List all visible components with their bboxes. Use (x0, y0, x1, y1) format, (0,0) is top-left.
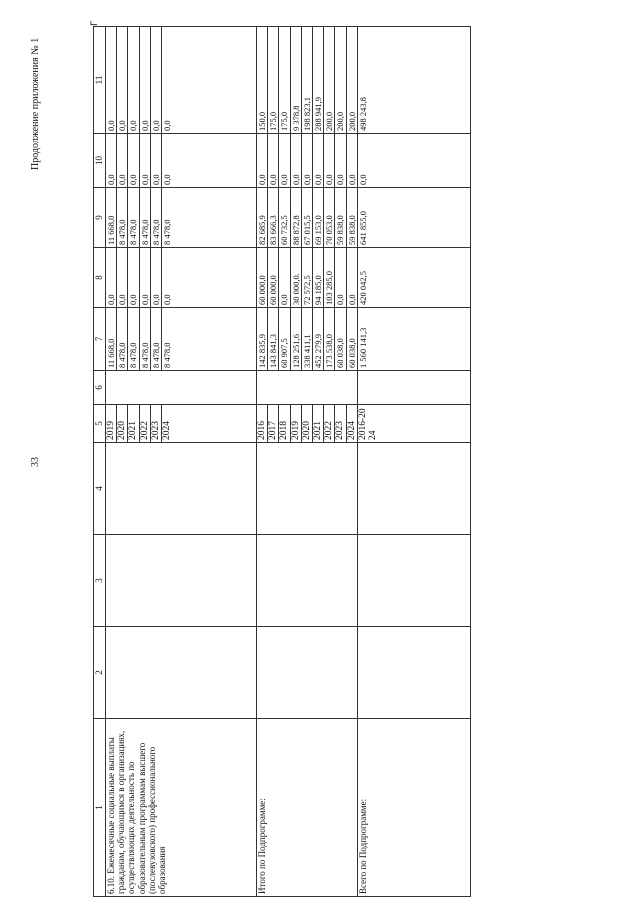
value-cell: 0,0 (346, 134, 357, 188)
value-cell: 0,0 (357, 134, 470, 188)
empty-cell (357, 627, 470, 719)
year-cell: 2016-2024 (357, 405, 470, 443)
empty-cell (357, 371, 470, 405)
value-cell: 175,0 (268, 27, 279, 134)
year-cell: 2021 (128, 405, 139, 443)
value-cell: 83 666,3 (268, 188, 279, 248)
empty-cell (357, 535, 470, 627)
col-number: 7 (94, 308, 106, 371)
year-cell: 2023 (335, 405, 346, 443)
value-cell: 8 478,0 (139, 188, 150, 248)
value-cell: 142 835,9 (257, 308, 268, 371)
value-cell: 60 038,0 (346, 308, 357, 371)
empty-cell (257, 627, 358, 719)
value-cell: 94 185,0 (313, 248, 324, 308)
col-number: 3 (94, 535, 106, 627)
year-cell: 2016 (257, 405, 268, 443)
value-cell: 641 855,0 (357, 188, 470, 248)
table-row (257, 27, 268, 897)
page-number: 33 (30, 457, 41, 467)
empty-cell (106, 535, 257, 627)
appendix-title: Продолжение приложения № 1 (30, 37, 41, 170)
year-cell: 2024 (162, 405, 257, 443)
value-cell: 200,0 (346, 27, 357, 134)
empty-cell (257, 443, 358, 535)
year-cell: 2024 (346, 405, 357, 443)
value-cell: 0,0 (150, 248, 161, 308)
year-cell: 2023 (150, 405, 161, 443)
value-cell: 0,0 (335, 134, 346, 188)
value-cell: 0,0 (139, 134, 150, 188)
value-cell: 0,0 (279, 248, 290, 308)
value-cell: 60 000,0 (257, 248, 268, 308)
value-cell: 0,0 (290, 134, 301, 188)
value-cell: 0,0 (162, 27, 257, 134)
value-cell: 67 015,5 (301, 188, 312, 248)
year-cell: 2019 (290, 405, 301, 443)
value-cell: 0,0 (346, 248, 357, 308)
value-cell: 0,0 (301, 134, 312, 188)
value-cell: 288 941,9 (313, 27, 324, 134)
value-cell: 0,0 (128, 134, 139, 188)
value-cell: 70 053,0 (324, 188, 335, 248)
col-number: 1 (94, 719, 106, 897)
value-cell: 175,0 (279, 27, 290, 134)
value-cell: 69 153,0 (313, 188, 324, 248)
value-cell: 0,0 (150, 27, 161, 134)
value-cell: 9 378,8 (290, 27, 301, 134)
empty-cell (106, 371, 257, 405)
value-cell: 0,0 (117, 27, 128, 134)
col-number: 11 (94, 27, 106, 134)
value-cell: 60 000,0 (268, 248, 279, 308)
total-label: Всего по Подпрограмме: (357, 719, 470, 897)
col-number: 2 (94, 627, 106, 719)
col-number: 6 (94, 371, 106, 405)
value-cell: 0,0 (117, 134, 128, 188)
value-cell: 8 478,0 (139, 308, 150, 371)
value-cell: 60 038,0 (335, 308, 346, 371)
empty-cell (106, 627, 257, 719)
value-cell: 143 841,3 (268, 308, 279, 371)
value-cell: 88 872,8 (290, 188, 301, 248)
subtotal-label: Итого по Подпрограмме: (257, 719, 358, 897)
value-cell: 173 538,0 (324, 308, 335, 371)
value-cell: 59 838,0 (346, 188, 357, 248)
col-number: 10 (94, 134, 106, 188)
value-cell: 0,0 (117, 248, 128, 308)
value-cell: 30 000,0. (290, 248, 301, 308)
value-cell: 0,0 (106, 27, 117, 134)
empty-cell (257, 535, 358, 627)
section-6-10-name: 6.10. Ежемесячные социальные выплаты гражданам, обучающимся в организациях, осуществляющих деятельность по образовательным программам высшего (послевузовского) профессионального образования (106, 719, 257, 897)
value-cell: 8 478,0 (128, 308, 139, 371)
value-cell: 59 838,0 (335, 188, 346, 248)
value-cell: 11 668,0 (106, 188, 117, 248)
year-cell: 2021 (313, 405, 324, 443)
value-cell: 200,0 (335, 27, 346, 134)
value-cell: 103 285,0 (324, 248, 335, 308)
value-cell: 452 279,9 (313, 308, 324, 371)
value-cell: 498 243,8 (357, 27, 470, 134)
year-cell: 2018 (279, 405, 290, 443)
value-cell: 0,0 (162, 134, 257, 188)
value-cell: 0,0 (335, 248, 346, 308)
value-cell: 128 251,6 (290, 308, 301, 371)
value-cell: 0,0 (150, 134, 161, 188)
year-cell: 2022 (139, 405, 150, 443)
value-cell: 150,0 (257, 27, 268, 134)
col-number: 4 (94, 443, 106, 535)
value-cell: 8 478,0 (150, 308, 161, 371)
col-number: 8 (94, 248, 106, 308)
year-cell: 2017 (268, 405, 279, 443)
value-cell: 338 411,1 (301, 308, 312, 371)
value-cell: 0,0 (106, 134, 117, 188)
value-cell: 0,0 (162, 248, 257, 308)
value-cell: 60 907,5 (279, 308, 290, 371)
value-cell: 8 478,0 (162, 308, 257, 371)
value-cell: 8 478,0 (128, 188, 139, 248)
value-cell: 60 732,5 (279, 188, 290, 248)
empty-cell (357, 443, 470, 535)
value-cell: 82 685,9 (257, 188, 268, 248)
column-number-row (94, 27, 106, 897)
value-cell: 0,0 (279, 134, 290, 188)
value-cell: 0,0 (106, 248, 117, 308)
value-cell: 0,0 (313, 134, 324, 188)
value-cell: 0,0 (128, 248, 139, 308)
value-cell: 198 823,1 (301, 27, 312, 134)
value-cell: 8 478,0 (117, 308, 128, 371)
value-cell: 1 560 141,3 (357, 308, 470, 371)
value-cell: 0,0 (324, 134, 335, 188)
empty-cell (257, 371, 358, 405)
value-cell: 0,0 (128, 27, 139, 134)
value-cell: 0,0 (139, 27, 150, 134)
value-cell: 0,0 (268, 134, 279, 188)
value-cell: 0,0 (257, 134, 268, 188)
value-cell: 11 668,0 (106, 308, 117, 371)
corner-mark: Γ (90, 20, 100, 26)
value-cell: 8 478,0 (150, 188, 161, 248)
value-cell: 8 478,0 (117, 188, 128, 248)
table-row (106, 27, 117, 897)
year-cell: 2022 (324, 405, 335, 443)
col-number: 9 (94, 188, 106, 248)
value-cell: 420 042,5 (357, 248, 470, 308)
value-cell: 72 572,5 (301, 248, 312, 308)
year-cell: 2020 (117, 405, 128, 443)
value-cell: 8 478,0 (162, 188, 257, 248)
col-number: 5 (94, 405, 106, 443)
value-cell: 200,0 (324, 27, 335, 134)
year-cell: 2019 (106, 405, 117, 443)
empty-cell (106, 443, 257, 535)
budget-table (93, 26, 471, 897)
table-row (357, 27, 470, 897)
value-cell: 0,0 (139, 248, 150, 308)
year-cell: 2020 (301, 405, 312, 443)
